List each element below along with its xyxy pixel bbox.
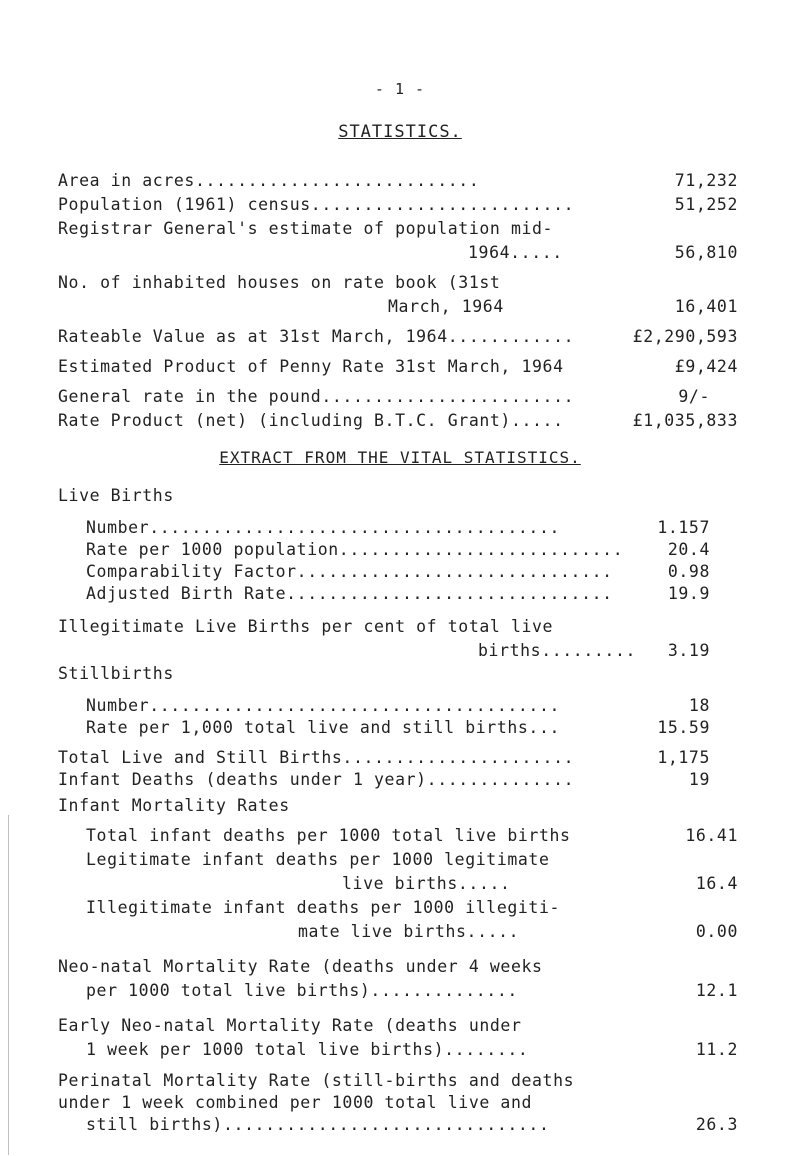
stillbirth-rate-label: Rate per 1,000 total live and still births... (86, 718, 561, 737)
early-neo-label-line2: 1 week per 1000 total live births)........ (86, 1040, 529, 1059)
general-rate-label: General rate in the pound........................ (58, 387, 575, 406)
penny-rate-label: Estimated Product of Penny Rate 31st March, 1964 (58, 357, 564, 376)
stillbirths-number-value: 18 (688, 696, 710, 715)
page-title: STATISTICS. (338, 122, 462, 142)
illegit-infant-label-line1: Illegitimate infant deaths per 1000 illegiti- (86, 898, 561, 917)
extract-title: EXTRACT FROM THE VITAL STATISTICS. (219, 448, 581, 467)
registrar-value: 56,810 (674, 243, 738, 262)
stillbirths-number-label: Number....................................... (86, 696, 561, 715)
stillbirths-heading: Stillbirths (58, 664, 174, 683)
live-births-number-value: 1.157 (657, 518, 710, 537)
scan-margin-line (8, 815, 9, 1155)
illegitimate-label-line2: births......... (478, 641, 637, 660)
registrar-label-line2: 1964..... (468, 243, 563, 262)
early-neo-value: 11.2 (695, 1040, 738, 1059)
early-neo-label-line1: Early Neo-natal Mortality Rate (deaths under (58, 1016, 522, 1035)
registrar-label-line1: Registrar General's estimate of population mid- (58, 219, 554, 238)
comparability-label: Comparability Factor.............................. (86, 562, 613, 581)
birth-rate-label: Rate per 1000 population........................... (86, 540, 624, 559)
legit-infant-label-line2: live births..... (342, 874, 511, 893)
perinatal-label-line2: under 1 week combined per 1000 total live and (58, 1093, 533, 1112)
adjusted-birth-rate-label: Adjusted Birth Rate............................... (86, 584, 613, 603)
comparability-value: 0.98 (667, 562, 710, 581)
total-live-still-label: Total Live and Still Births...................... (58, 748, 575, 767)
infant-deaths-label: Infant Deaths (deaths under 1 year).............. (58, 770, 575, 789)
perinatal-value: 26.3 (695, 1115, 738, 1134)
stillbirth-rate-value: 15.59 (657, 718, 710, 737)
birth-rate-value: 20.4 (667, 540, 710, 559)
adjusted-birth-rate-value: 19.9 (667, 584, 710, 603)
illegitimate-label-line1: Illegitimate Live Births per cent of total live (58, 617, 554, 636)
total-infant-deaths-value: 16.41 (685, 826, 738, 845)
rateable-value: £2,290,593 (632, 327, 738, 346)
illegit-infant-label-line2: mate live births..... (298, 922, 520, 941)
illegit-infant-value: 0.00 (695, 922, 738, 941)
illegitimate-value: 3.19 (667, 641, 710, 660)
area-value: 71,232 (674, 171, 738, 190)
houses-label-line1: No. of inhabited houses on rate book (31st (58, 273, 501, 292)
infant-mortality-heading: Infant Mortality Rates (58, 796, 290, 815)
neo-natal-label-line2: per 1000 total live births).............. (86, 981, 518, 1000)
population-label: Population (1961) census......................... (58, 195, 575, 214)
area-label: Area in acres........................... (58, 171, 480, 190)
general-rate-value: 9/- (678, 387, 710, 406)
penny-rate-value: £9,424 (674, 357, 738, 376)
total-live-still-value: 1,175 (657, 748, 710, 767)
legit-infant-value: 16.4 (695, 874, 738, 893)
perinatal-label-line1: Perinatal Mortality Rate (still-births and deaths (58, 1071, 575, 1090)
page-number: - 1 - (374, 80, 426, 98)
neo-natal-value: 12.1 (695, 981, 738, 1000)
live-births-heading: Live Births (58, 486, 174, 505)
rateable-label: Rateable Value as at 31st March, 1964............ (58, 327, 575, 346)
neo-natal-label-line1: Neo-natal Mortality Rate (deaths under 4 weeks (58, 957, 543, 976)
legit-infant-label-line1: Legitimate infant deaths per 1000 legitimate (86, 850, 550, 869)
houses-label-line2: March, 1964 (388, 297, 504, 316)
rate-product-value: £1,035,833 (632, 411, 738, 430)
population-value: 51,252 (674, 195, 738, 214)
live-births-number-label: Number....................................... (86, 518, 561, 537)
infant-deaths-value: 19 (688, 770, 710, 789)
total-infant-deaths-label: Total infant deaths per 1000 total live births (86, 826, 571, 845)
perinatal-label-line3: still births)............................... (86, 1115, 550, 1134)
rate-product-label: Rate Product (net) (including B.T.C. Grant)..... (58, 411, 564, 430)
houses-value: 16,401 (674, 297, 738, 316)
